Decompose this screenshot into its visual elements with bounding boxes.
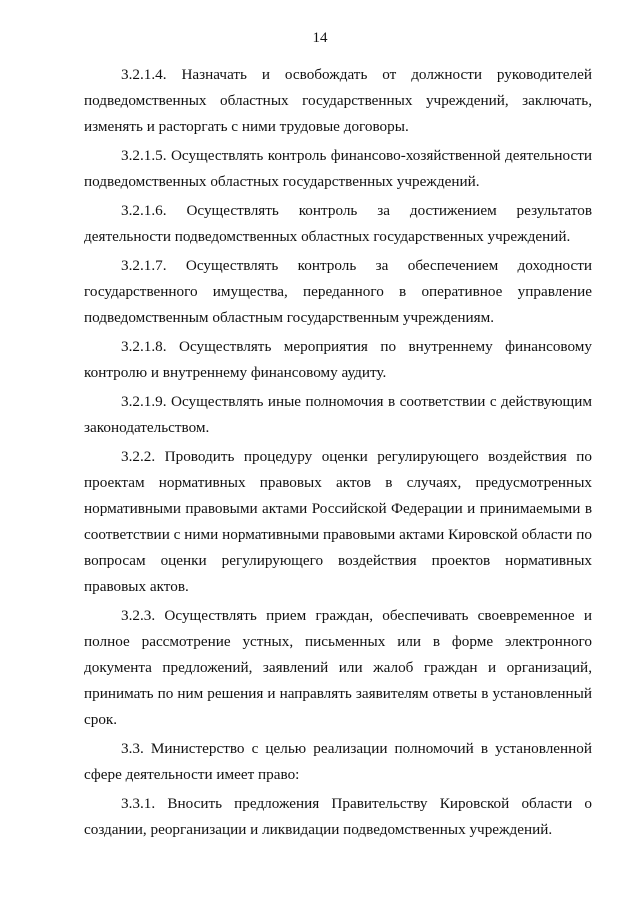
paragraph-3-2-1-7: 3.2.1.7. Осуществлять контроль за обеспечением доходности государственного имущества, переданного в оперативное управление подведомственным областным государственным учреждениям. — [84, 257, 592, 326]
paragraph-3-2-1-6: 3.2.1.6. Осуществлять контроль за достижением результатов деятельности подведомственных областных государственных учреждений. — [84, 202, 592, 245]
document-body — [84, 62, 592, 846]
page-number: 14 — [312, 30, 328, 46]
paragraph-3-2-1-9: 3.2.1.9. Осуществлять иные полномочия в соответствии с действующим законодательством. — [84, 393, 592, 436]
paragraph-3-2-3: 3.2.3. Осуществлять прием граждан, обеспечивать своевременное и полное рассмотрение устных, письменных или в форме электронного документа предложений, заявлений или жалоб граждан и организаций, принимать по ним решения и направлять заявителям ответы в установленный срок. — [84, 607, 592, 728]
paragraph-3-2-1-8: 3.2.1.8. Осуществлять мероприятия по внутреннему финансовому контролю и внутреннему финансовому аудиту. — [84, 338, 592, 381]
paragraph-3-3: 3.3. Министерство с целью реализации полномочий в установленной сфере деятельности имеет право: — [84, 740, 592, 783]
paragraph-3-2-1-5: 3.2.1.5. Осуществлять контроль финансово-хозяйственной деятельности подведомственных областных государственных учреждений. — [84, 147, 592, 190]
paragraph-3-3-1: 3.3.1. Вносить предложения Правительству Кировской области о создании, реорганизации и ликвидации подведомственных учреждений. — [84, 795, 592, 838]
paragraph-3-2-2: 3.2.2. Проводить процедуру оценки регулирующего воздействия по проектам нормативных правовых актов в случаях, предусмотренных нормативными правовыми актами Российской Федерации и принимаемыми в соответствии с ними нормативными правовыми актами Кировской области по вопросам оценки регулирующего воздействия проектов нормативных правовых актов. — [84, 448, 592, 595]
paragraph-3-2-1-4: 3.2.1.4. Назначать и освобождать от должности руководителей подведомственных областных государственных учреждений, заключать, изменять и расторгать с ними трудовые договоры. — [84, 66, 592, 135]
